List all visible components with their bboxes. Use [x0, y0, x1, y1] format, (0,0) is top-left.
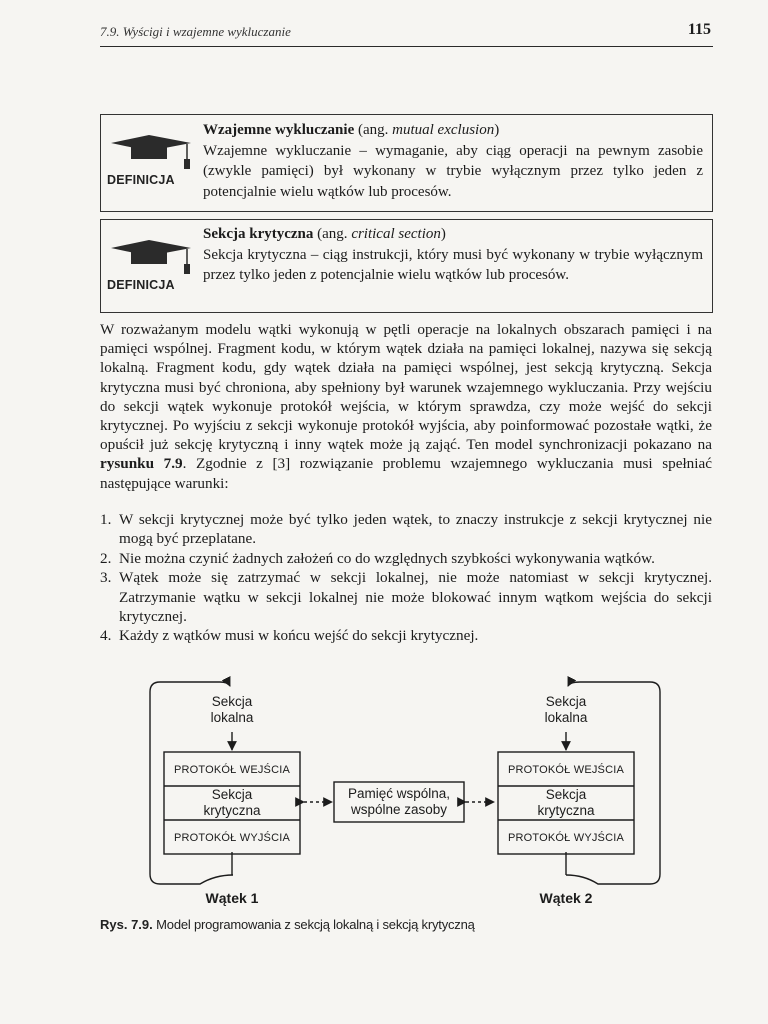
- definition-translation: critical section: [351, 226, 441, 242]
- list-item-number: 2.: [100, 549, 112, 567]
- thread-2-critical-section: [498, 787, 634, 819]
- definition-box-mutual-exclusion: [100, 114, 713, 212]
- translation-prefix: (ang.: [354, 122, 393, 138]
- figure-reference: rysunku 7.9: [100, 455, 183, 473]
- critical-section-line2: krytyczna: [203, 803, 261, 818]
- definition-box-critical-section: [100, 219, 713, 313]
- list-item-number: 4.: [100, 627, 112, 645]
- critical-section-line1: Sekcja: [545, 787, 587, 802]
- shared-memory-line1: Pamięć wspólna,: [347, 786, 451, 801]
- list-item: [100, 568, 712, 626]
- local-section-line2: lokalna: [210, 710, 254, 725]
- thread-1-label: Wątek 1: [205, 890, 259, 906]
- graduation-cap-icon: [103, 238, 197, 278]
- definition-body: Wzajemne wykluczanie – wymaganie, aby ciąg operacji na pewnym zasobie (zwykle pamięci) był wykonany w trybie wyłącznym przez tylko jeden z potencjalnie wielu wątków lub procesów.: [203, 142, 703, 200]
- local-section-line2: lokalna: [544, 710, 588, 725]
- graduation-cap-icon: [103, 133, 197, 173]
- shared-memory-label: [334, 786, 464, 818]
- conditions-list: [100, 510, 712, 646]
- running-header: [100, 20, 713, 47]
- thread-1-entry-protocol: PROTOKÓŁ WEJŚCIA: [173, 764, 291, 776]
- definition-badge: [103, 133, 197, 193]
- thread-1-exit-protocol: PROTOKÓŁ WYJŚCIA: [173, 832, 291, 844]
- page-number: 115: [687, 21, 711, 38]
- local-section-line1: Sekcja: [211, 694, 253, 709]
- definition-text: [203, 224, 703, 286]
- shared-memory-line2: wspólne zasoby: [350, 802, 448, 817]
- critical-section-line2: krytyczna: [537, 803, 595, 818]
- section-title: 7.9. Wyścigi i wzajemne wykluczanie: [100, 24, 291, 39]
- thread-2-entry-protocol: PROTOKÓŁ WEJŚCIA: [507, 764, 625, 776]
- definition-term: Sekcja krytyczna: [203, 226, 314, 242]
- translation-suffix: ): [494, 122, 500, 138]
- definition-text: [203, 120, 703, 202]
- paragraph-text-continued: . Zgodnie z [3] rozwiązanie problemu wzajemnego wykluczania musi spełniać następujące warunki:: [100, 455, 712, 492]
- translation-suffix: ): [440, 226, 446, 242]
- thread-2-local-section: [530, 694, 602, 726]
- figure-caption: [100, 917, 475, 932]
- caption-number: Rys. 7.9.: [100, 917, 153, 932]
- thread-1-local-section: [196, 694, 268, 726]
- list-item-text: Każdy z wątków musi w końcu wejść do sekcji krytycznej.: [119, 627, 479, 645]
- definition-body: Sekcja krytyczna – ciąg instrukcji, który musi być wykonany w trybie wyłącznym przez tylko jeden z potencjalnie wielu wątków lub procesów.: [203, 246, 703, 283]
- list-item-text: Wątek może się zatrzymać w sekcji lokalnej, nie może natomiast w sekcji krytycznej. Zatrzymanie wątku w sekcji lokalnej nie może blokować innym wątkom wejścia do sekcji krytycznej.: [119, 569, 712, 626]
- critical-section-line1: Sekcja: [211, 787, 253, 802]
- list-item-number: 3.: [100, 569, 112, 587]
- definition-badge: [103, 238, 197, 298]
- body-paragraph: [100, 320, 712, 493]
- definition-badge-label: DEFINICJA: [107, 173, 175, 187]
- figure-critical-section-model: [0, 672, 768, 912]
- thread-1-critical-section: [164, 787, 300, 819]
- list-item-text: W sekcji krytycznej może być tylko jeden wątek, to znaczy instrukcje z sekcji krytycznej nie mogą być przeplatane.: [119, 511, 712, 548]
- translation-prefix: (ang.: [313, 226, 352, 242]
- list-item: [100, 626, 712, 645]
- list-item: [100, 510, 712, 549]
- thread-2-label: Wątek 2: [539, 890, 593, 906]
- list-item-number: 1.: [100, 511, 112, 528]
- paragraph-text: W rozważanym modelu wątki wykonują w pętli operacje na lokalnych obszarach pamięci i na pamięci wspólnej. Fragment kodu, w którym wątek działa na pamięci lokalnej, nazywa się sekcją lokalną. Fragment kodu, gdy wątek działa na pamięci wspólnej, jest sekcją krytyczną. Sekcja krytyczna musi być chroniona, aby spełniony był warunek wzajemnego wykluczania. Przy wejściu do sekcji wątek wykonuje protokół wejścia, w którym sprawdza, czy może wejść do sekcji krytycznej. Po wyjściu z sekcji wykonuje protokół wyjścia, aby poinformować pozostałe wątki, że opuścił już sekcję krytyczną i inny wątek może ją zająć. Ten model synchronizacji pokazano na: [100, 321, 712, 454]
- list-item: [100, 549, 712, 568]
- definition-badge-label: DEFINICJA: [107, 278, 175, 292]
- local-section-line1: Sekcja: [545, 694, 587, 709]
- definition-translation: mutual exclusion: [392, 122, 495, 138]
- list-item-text: Nie można czynić żadnych założeń co do względnych szybkości wykonywania wątków.: [119, 549, 655, 567]
- thread-2-exit-protocol: PROTOKÓŁ WYJŚCIA: [507, 832, 625, 844]
- definition-term: Wzajemne wykluczanie: [203, 122, 355, 138]
- caption-text: Model programowania z sekcją lokalną i sekcją krytyczną: [152, 917, 475, 932]
